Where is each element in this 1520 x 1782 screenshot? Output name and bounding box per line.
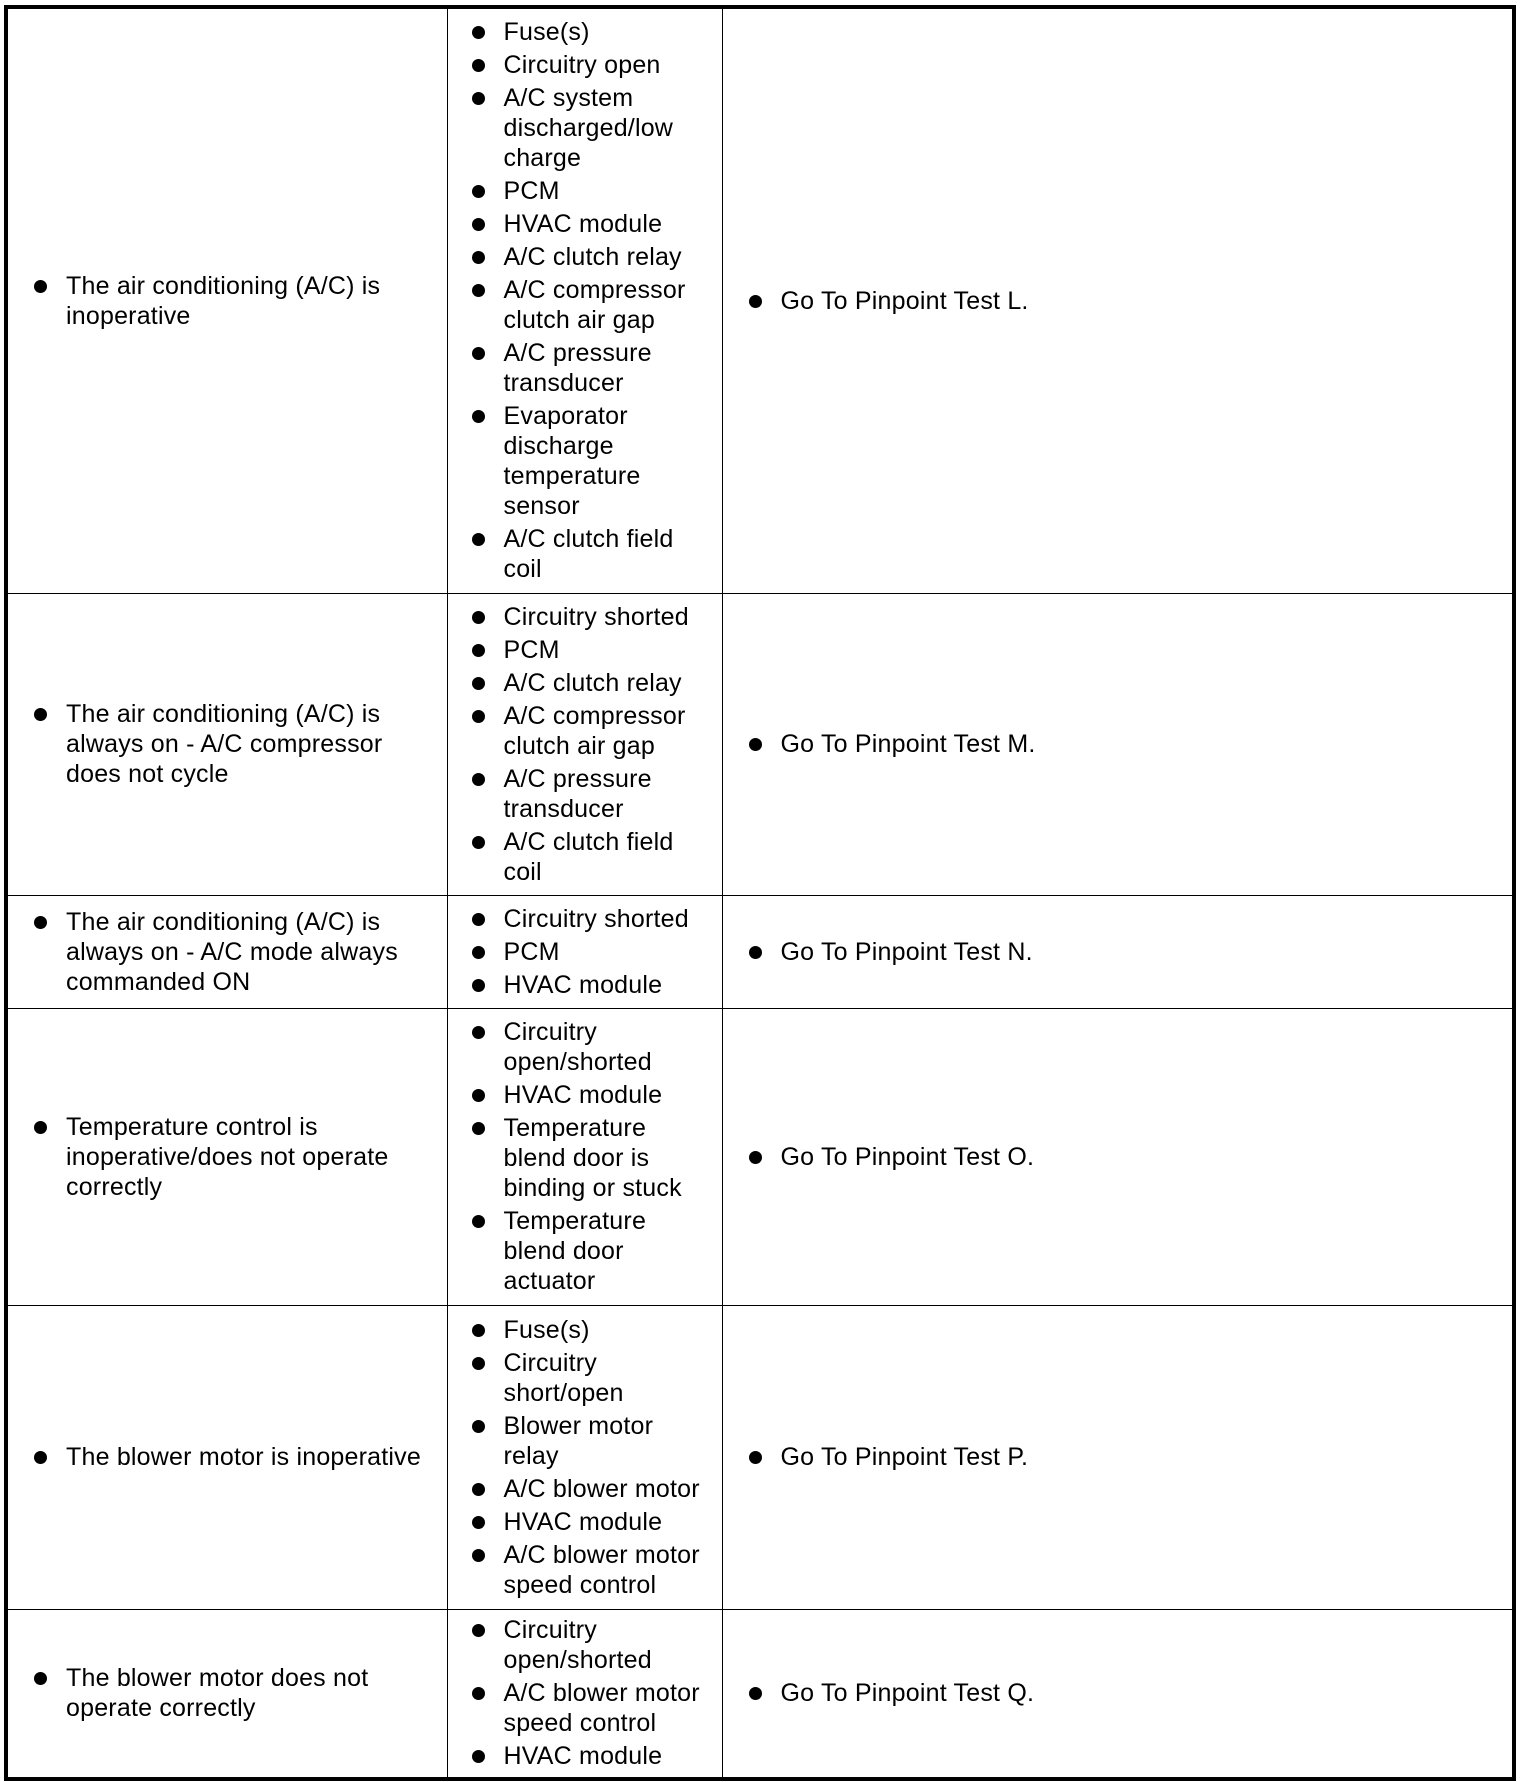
cause-item [472, 242, 714, 272]
cause-cell [447, 593, 722, 895]
cause-item-text: PCM [503, 177, 560, 206]
cause-item-text: Circuitry shorted [503, 904, 689, 933]
cause-item [472, 50, 714, 80]
bullet-icon [472, 913, 485, 926]
cause-item [472, 275, 714, 335]
action-item-text: Go To Pinpoint Test O. [780, 1142, 1035, 1171]
symptom-item-text: Temperature control is inoperative/does not operate correctly [66, 1112, 389, 1201]
action-item-text: Go To Pinpoint Test Q. [780, 1679, 1035, 1708]
cause-item [472, 338, 714, 398]
bullet-icon [472, 26, 485, 39]
action-list [723, 286, 1513, 316]
bullet-icon [34, 280, 47, 293]
cause-item-text: A/C clutch relay [503, 243, 682, 272]
bullet-icon [34, 1451, 47, 1464]
table-row [6, 1008, 1514, 1305]
symptom-item-text: The air conditioning (A/C) is always on - A/C mode always commanded ON [66, 907, 398, 996]
bullet-icon [472, 1750, 485, 1763]
cause-item-text: A/C compressor clutch air gap [503, 276, 686, 335]
table-body [6, 7, 1514, 1779]
bullet-icon [472, 1624, 485, 1637]
cause-item [472, 635, 714, 665]
cause-item [472, 1080, 714, 1110]
cause-item [472, 1206, 714, 1296]
cause-item-text: A/C system discharged/low charge [503, 84, 674, 173]
symptom-item [34, 271, 427, 331]
cause-cell [447, 895, 722, 1008]
bullet-icon [472, 1357, 485, 1370]
action-list [723, 937, 1513, 967]
cause-item-text: PCM [503, 937, 560, 966]
symptom-list [8, 271, 447, 331]
bullet-icon [472, 979, 485, 992]
bullet-icon [472, 251, 485, 264]
action-cell [722, 7, 1514, 593]
symptom-list [8, 1442, 447, 1472]
bullet-icon [472, 1324, 485, 1337]
cause-item-text: Circuitry open/shorted [503, 1616, 652, 1675]
symptom-item-text: The blower motor is inoperative [66, 1443, 421, 1471]
bullet-icon [472, 284, 485, 297]
cause-list [448, 1017, 722, 1296]
bullet-icon [472, 946, 485, 959]
cause-list [448, 1615, 722, 1771]
bullet-icon [472, 644, 485, 657]
symptom-item-text: The blower motor does not operate correctly [66, 1664, 369, 1723]
cause-item-text: HVAC module [503, 1081, 663, 1109]
cause-item [472, 1615, 714, 1675]
cause-item-text: Evaporator discharge temperature sensor [503, 402, 641, 521]
bullet-icon [472, 347, 485, 360]
bullet-icon [749, 1687, 762, 1700]
cause-item-text: Fuse(s) [503, 18, 590, 47]
table-row [6, 1609, 1514, 1779]
table-row [6, 895, 1514, 1008]
cause-item-text: Temperature blend door is binding or stuck [503, 1114, 682, 1202]
bullet-icon [749, 295, 762, 308]
action-cell [722, 1305, 1514, 1609]
cause-item [472, 1315, 714, 1345]
cause-item [472, 937, 714, 967]
cause-item [472, 209, 714, 239]
cause-item [472, 1348, 714, 1408]
bullet-icon [472, 1026, 485, 1039]
symptom-cell [6, 1008, 447, 1305]
cause-item [472, 668, 714, 698]
symptom-cell [6, 7, 447, 593]
cause-item [472, 904, 714, 934]
cause-list [448, 1315, 722, 1600]
cause-item [472, 1678, 714, 1738]
cause-item-text: HVAC module [503, 1742, 663, 1771]
action-item-text: Go To Pinpoint Test N. [780, 937, 1033, 966]
bullet-icon [34, 708, 47, 721]
table-row [6, 593, 1514, 895]
cause-item-text: A/C pressure transducer [503, 339, 652, 398]
cause-item-text: A/C clutch field coil [503, 827, 674, 886]
action-item [749, 1142, 1493, 1172]
symptom-list [8, 1112, 447, 1202]
cause-item-text: Fuse(s) [503, 1315, 590, 1344]
cause-item-text: HVAC module [503, 970, 663, 999]
bullet-icon [472, 1420, 485, 1433]
cause-item-text: A/C blower motor speed control [503, 1540, 700, 1599]
symptom-item [34, 699, 427, 789]
bullet-icon [472, 677, 485, 690]
cause-item [472, 1017, 714, 1077]
cause-item-text: A/C compressor clutch air gap [503, 701, 686, 760]
bullet-icon [472, 1215, 485, 1228]
action-item-text: Go To Pinpoint Test M. [780, 730, 1036, 758]
bullet-icon [749, 946, 762, 959]
symptom-item [34, 1442, 427, 1472]
symptom-cell [6, 1609, 447, 1779]
cause-item [472, 1411, 714, 1471]
cause-list [448, 17, 722, 584]
symptom-item [34, 907, 427, 997]
symptom-list [8, 907, 447, 997]
cause-item-text: Blower motor relay [503, 1411, 654, 1470]
action-list [723, 1142, 1513, 1172]
bullet-icon [749, 1451, 762, 1464]
cause-item [472, 764, 714, 824]
symptom-item [34, 1112, 427, 1202]
bullet-icon [472, 218, 485, 231]
bullet-icon [472, 533, 485, 546]
action-list [723, 1678, 1513, 1708]
symptom-list [8, 699, 447, 789]
action-list [723, 1442, 1513, 1472]
cause-cell [447, 1609, 722, 1779]
bullet-icon [472, 1516, 485, 1529]
cause-item-text: A/C clutch field coil [503, 525, 674, 584]
cause-item [472, 524, 714, 584]
cause-item [472, 401, 714, 521]
table-row [6, 1305, 1514, 1609]
cause-item-text: Circuitry shorted [503, 602, 689, 631]
symptom-item-text: The air conditioning (A/C) is inoperative [66, 271, 381, 330]
cause-list [448, 602, 722, 887]
bullet-icon [472, 1687, 485, 1700]
bullet-icon [472, 185, 485, 198]
cause-item [472, 1741, 714, 1771]
cause-cell [447, 1008, 722, 1305]
cause-item [472, 602, 714, 632]
bullet-icon [472, 836, 485, 849]
bullet-icon [472, 773, 485, 786]
symptom-cell [6, 593, 447, 895]
cause-item-text: PCM [503, 635, 560, 664]
table-row [6, 7, 1514, 593]
bullet-icon [472, 1483, 485, 1496]
cause-item-text: Circuitry open/shorted [503, 1018, 652, 1076]
symptom-item-text: The air conditioning (A/C) is always on - A/C compressor does not cycle [66, 700, 383, 788]
cause-item-text: HVAC module [503, 1507, 663, 1536]
bullet-icon [749, 1151, 762, 1164]
symptom-item [34, 1663, 427, 1723]
bullet-icon [472, 1549, 485, 1562]
action-item [749, 1678, 1493, 1708]
bullet-icon [472, 1122, 485, 1135]
symptom-chart-table [4, 5, 1516, 1781]
action-cell [722, 895, 1514, 1008]
cause-item-text: A/C pressure transducer [503, 764, 652, 823]
cause-item [472, 1474, 714, 1504]
cause-item [472, 1113, 714, 1203]
cause-item [472, 83, 714, 173]
cause-item-text: Circuitry open [503, 51, 661, 80]
cause-cell [447, 1305, 722, 1609]
bullet-icon [34, 916, 47, 929]
action-list [723, 729, 1513, 759]
cause-cell [447, 7, 722, 593]
cause-item [472, 1540, 714, 1600]
bullet-icon [472, 92, 485, 105]
action-item [749, 729, 1493, 759]
cause-item [472, 827, 714, 887]
action-item-text: Go To Pinpoint Test P. [780, 1443, 1029, 1471]
cause-item-text: A/C blower motor speed control [503, 1679, 700, 1738]
cause-item-text: A/C clutch relay [503, 668, 682, 697]
bullet-icon [472, 410, 485, 423]
cause-item-text: HVAC module [503, 210, 663, 239]
action-item [749, 286, 1493, 316]
bullet-icon [472, 1089, 485, 1102]
bullet-icon [34, 1121, 47, 1134]
bullet-icon [34, 1672, 47, 1685]
action-cell [722, 1008, 1514, 1305]
action-cell [722, 593, 1514, 895]
bullet-icon [472, 710, 485, 723]
symptom-cell [6, 1305, 447, 1609]
action-cell [722, 1609, 1514, 1779]
bullet-icon [472, 611, 485, 624]
cause-item [472, 176, 714, 206]
cause-item [472, 970, 714, 1000]
cause-list [448, 904, 722, 1000]
action-item-text: Go To Pinpoint Test L. [780, 286, 1029, 315]
bullet-icon [472, 59, 485, 72]
action-item [749, 937, 1493, 967]
cause-item-text: Temperature blend door actuator [503, 1207, 647, 1295]
symptom-list [8, 1663, 447, 1723]
cause-item [472, 17, 714, 47]
symptom-cell [6, 895, 447, 1008]
cause-item [472, 1507, 714, 1537]
cause-item-text: Circuitry short/open [503, 1348, 624, 1407]
cause-item [472, 701, 714, 761]
cause-item-text: A/C blower motor [503, 1474, 700, 1503]
action-item [749, 1442, 1493, 1472]
bullet-icon [749, 738, 762, 751]
